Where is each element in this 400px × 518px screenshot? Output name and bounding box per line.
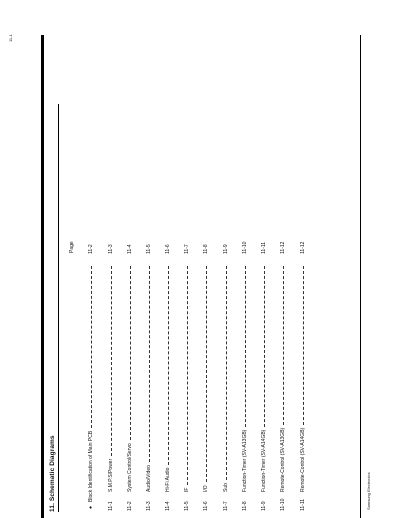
toc-entry-page: 11-2 [88, 244, 94, 254]
toc-leader-dots [111, 266, 112, 456]
toc-leader-dots [283, 266, 284, 425]
toc-leader-dots [168, 266, 169, 465]
toc-entry-label: S.M.P.S/Power [108, 458, 114, 492]
toc-entry-number: 11-9 [261, 501, 267, 511]
toc-entry-number: ● [88, 505, 94, 509]
toc-entry-page: 11-6 [165, 244, 171, 254]
section-title: 11. Schematic Diagrams [49, 435, 56, 512]
title-underline [58, 104, 59, 512]
toc-entry-number: 11-8 [242, 501, 248, 511]
toc-entry-label: I/O [203, 485, 209, 492]
footer-brand: Samsung Electronics [366, 472, 371, 510]
toc-leader-dots [245, 266, 246, 427]
toc-entry-number: 11-5 [184, 501, 190, 511]
toc-entry-page: 11-12 [300, 241, 306, 254]
toc-entry [260, 221, 268, 511]
toc-entry [145, 221, 153, 511]
toc-entry-page: 11-12 [280, 241, 286, 254]
toc-entry [126, 221, 134, 511]
toc-entry-label: Audio/Video [146, 465, 152, 492]
toc-entry [222, 221, 230, 511]
toc-entry-number: 11-11 [300, 498, 306, 511]
toc-entry [87, 221, 95, 511]
toc-entry [183, 221, 191, 511]
toc-entry-label: Hi-Fi Audio [165, 467, 171, 492]
toc-entry [279, 221, 287, 511]
toc-entry-page: 11-5 [146, 244, 152, 254]
toc-entry-label: Function-Timer (SV-A13GB) [242, 429, 248, 492]
toc-entry-page: 11-4 [127, 244, 133, 254]
toc-entry-label: Function-Timer (SV-A14GB) [261, 429, 267, 492]
toc-leader-dots [206, 266, 207, 482]
toc-entry-page: 11-9 [223, 244, 229, 254]
toc-entry-number: 11-7 [223, 501, 229, 511]
toc-entry-label: Sub [223, 483, 229, 492]
toc-entry [202, 221, 210, 511]
toc-entry-label: Remote-Control (SV-A14GB) [300, 427, 306, 492]
toc-entry-number: 11-3 [146, 501, 152, 511]
toc-entry-page: 11-11 [261, 241, 267, 254]
toc-entry [241, 221, 249, 511]
toc-leader-dots [226, 266, 227, 480]
bottom-rule [360, 35, 361, 518]
toc-entry-page: 11-7 [184, 244, 190, 254]
toc-entry-page: 11-10 [242, 241, 248, 254]
toc-entry-page: 11-8 [203, 244, 209, 254]
toc-leader-dots [130, 266, 131, 440]
top-rule [41, 35, 44, 518]
toc-entry-number: 11-10 [280, 498, 286, 511]
toc-leader-dots [303, 266, 304, 425]
toc-entry-label: Block Identification of Main PCB [88, 430, 94, 502]
toc-entry [164, 221, 172, 511]
toc-entry [107, 221, 115, 511]
toc-entry-number: 11-4 [165, 501, 171, 511]
toc-entry-number: 11-2 [127, 501, 133, 511]
toc-entry-number: 11-1 [108, 501, 114, 511]
toc-leader-dots [187, 266, 188, 485]
toc-entry-number: 11-6 [203, 501, 209, 511]
toc-leader-dots [264, 266, 265, 427]
toc-entry-label: IF [184, 487, 190, 492]
page-number: 11-1 [8, 34, 13, 42]
toc-entry-page: 11-3 [108, 244, 114, 254]
toc-entry [299, 221, 307, 511]
page-column-header: Page [69, 241, 75, 253]
toc-entry-label: System Control/Servo [127, 443, 133, 492]
toc-entry-label: Remote-Control (SV-A13GB) [280, 427, 286, 492]
toc-leader-dots [91, 266, 92, 428]
toc-leader-dots [149, 266, 150, 462]
